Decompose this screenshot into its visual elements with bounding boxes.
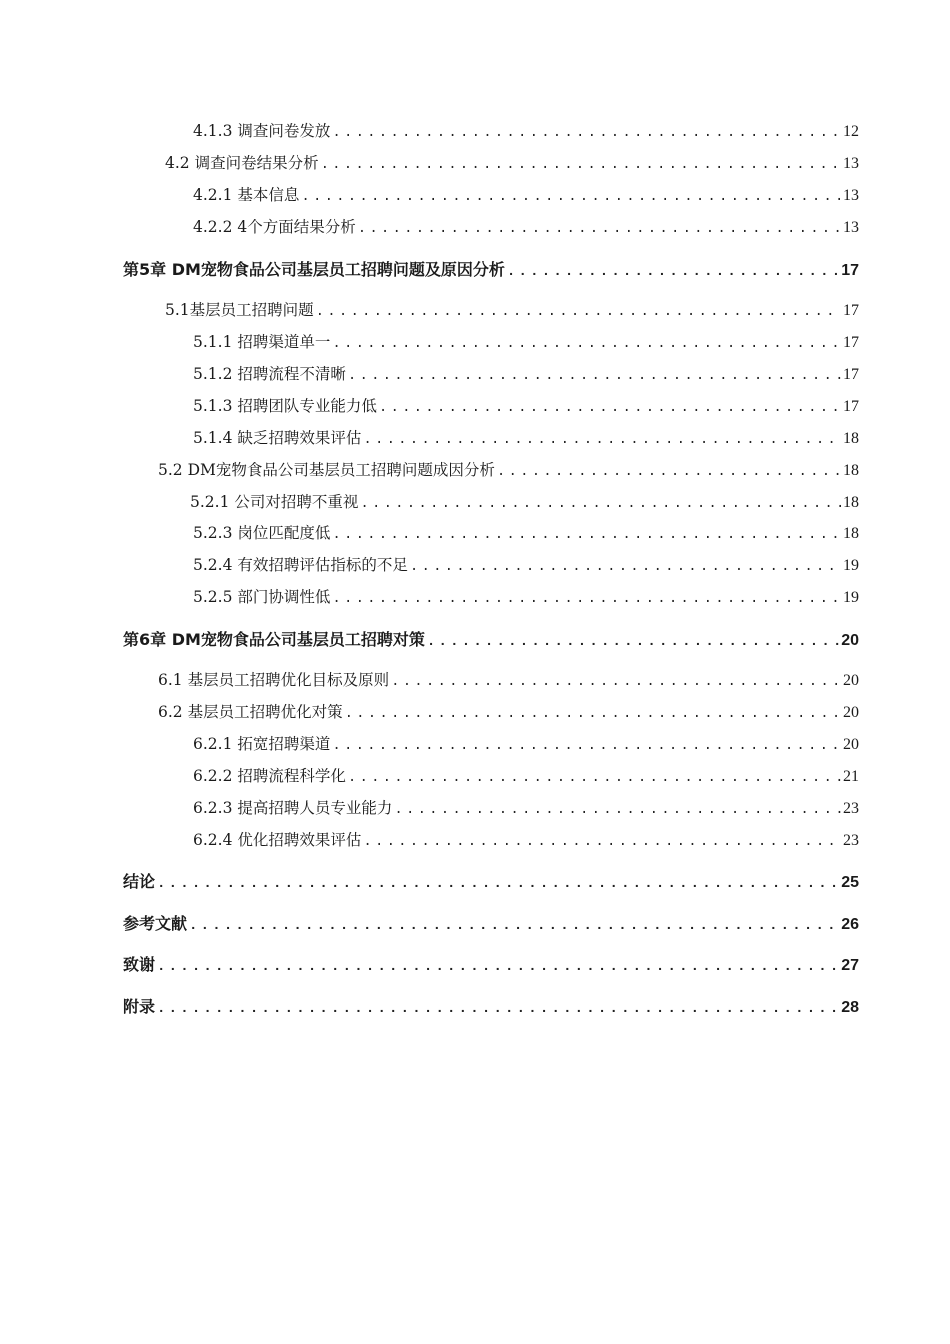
toc-entry-chapter[interactable] xyxy=(123,952,859,974)
toc-entry-label: 5.1.1 招聘渠道单一 xyxy=(193,333,331,351)
toc-entry-chapter[interactable] xyxy=(123,257,859,279)
dot-leader xyxy=(394,802,841,818)
dot-leader xyxy=(316,304,841,320)
toc-page-number: 18 xyxy=(843,430,859,447)
toc-entry-label: 6.2.2 招聘流程科学化 xyxy=(193,767,346,785)
toc-entry-label: 5.1.4 缺乏招聘效果评估 xyxy=(193,429,362,447)
toc-entry[interactable] xyxy=(193,553,859,575)
toc-entry-label: 4.2 调查问卷结果分析 xyxy=(165,154,319,172)
toc-page-number: 17 xyxy=(843,302,859,319)
dot-leader xyxy=(332,738,841,754)
dot-leader xyxy=(391,674,841,690)
toc-entry[interactable] xyxy=(193,215,859,237)
toc-entry[interactable] xyxy=(193,521,859,543)
dot-leader xyxy=(301,189,841,205)
toc-entry-label: 5.2.4 有效招聘评估指标的不足 xyxy=(193,556,408,574)
dot-leader xyxy=(321,157,841,173)
toc-entry[interactable] xyxy=(193,362,859,384)
toc-entry[interactable] xyxy=(193,585,859,607)
toc-page-number: 23 xyxy=(843,832,859,849)
toc-page-number: 13 xyxy=(843,187,859,204)
dot-leader xyxy=(410,559,841,575)
dot-leader xyxy=(332,125,841,141)
toc-entry-label: 6.1 基层员工招聘优化目标及原则 xyxy=(158,671,390,689)
dot-leader xyxy=(427,634,839,650)
toc-entry-chapter[interactable] xyxy=(123,627,859,649)
toc-page-number: 23 xyxy=(843,800,859,817)
toc-entry[interactable] xyxy=(158,668,859,690)
toc-entry[interactable] xyxy=(193,426,859,448)
dot-leader xyxy=(360,496,841,512)
toc-entry-label: 第6章 DM宠物食品公司基层员工招聘对策 xyxy=(123,630,425,649)
toc-entry[interactable] xyxy=(193,394,859,416)
dot-leader xyxy=(332,336,841,352)
toc-page-number: 17 xyxy=(843,334,859,351)
toc-entry-label: 4.1.3 调查问卷发放 xyxy=(193,122,331,140)
toc-entry[interactable] xyxy=(158,700,859,722)
dot-leader xyxy=(157,876,839,892)
toc-page-number: 13 xyxy=(843,155,859,172)
toc-entry[interactable] xyxy=(193,732,859,754)
toc-page-number: 19 xyxy=(843,557,859,574)
toc-entry-label: 4.2.1 基本信息 xyxy=(193,186,300,204)
toc-entry-chapter[interactable] xyxy=(123,869,859,891)
dot-leader xyxy=(379,400,841,416)
toc-page-number: 25 xyxy=(841,874,859,891)
dot-leader xyxy=(157,1001,839,1017)
toc-entry[interactable] xyxy=(165,151,859,173)
toc-entry-label: 6.2.3 提高招聘人员专业能力 xyxy=(193,799,393,817)
toc-page-number: 20 xyxy=(843,704,859,721)
toc-page-number: 18 xyxy=(843,462,859,479)
toc-entry-label: 5.1.2 招聘流程不清晰 xyxy=(193,365,346,383)
toc-page-number: 17 xyxy=(841,262,859,279)
toc-entry-label: 5.2.1 公司对招聘不重视 xyxy=(190,493,359,511)
toc-page-number: 28 xyxy=(841,999,859,1016)
dot-leader xyxy=(507,264,839,280)
toc-entry[interactable] xyxy=(193,183,859,205)
toc-page-number: 13 xyxy=(843,219,859,236)
toc-page-number: 12 xyxy=(843,123,859,140)
dot-leader xyxy=(332,591,841,607)
toc-entry[interactable] xyxy=(193,828,859,850)
toc-entry-label: 5.2 DM宠物食品公司基层员工招聘问题成因分析 xyxy=(158,461,495,479)
toc-entry-label: 结论 xyxy=(123,872,156,891)
toc-entry-chapter[interactable] xyxy=(123,911,859,933)
toc-page-number: 19 xyxy=(843,589,859,606)
toc-entry[interactable] xyxy=(158,458,859,480)
dot-leader xyxy=(363,432,841,448)
toc-entry-label: 参考文献 xyxy=(123,914,188,933)
toc-page-number: 18 xyxy=(843,525,859,542)
toc-page-number: 26 xyxy=(841,916,859,933)
toc-entry-label: 5.2.5 部门协调性低 xyxy=(193,588,331,606)
toc-page-number: 18 xyxy=(843,494,859,511)
dot-leader xyxy=(189,918,839,934)
dot-leader xyxy=(358,221,841,237)
toc-entry-chapter[interactable] xyxy=(123,994,859,1016)
dot-leader xyxy=(345,706,841,722)
toc-entry-label: 5.2.3 岗位匹配度低 xyxy=(193,524,331,542)
toc-page-number: 20 xyxy=(841,632,859,649)
toc-page-number: 17 xyxy=(843,366,859,383)
dot-leader xyxy=(348,770,841,786)
dot-leader xyxy=(157,959,839,975)
toc-page-number: 27 xyxy=(841,957,859,974)
dot-leader xyxy=(332,527,841,543)
toc-entry[interactable] xyxy=(190,490,859,512)
toc-entry[interactable] xyxy=(165,298,859,320)
toc-entry-label: 致谢 xyxy=(123,955,156,974)
toc-page-number: 17 xyxy=(843,398,859,415)
dot-leader xyxy=(348,368,841,384)
toc-entry-label: 4.2.2 4个方面结果分析 xyxy=(193,218,356,236)
toc-page-number: 20 xyxy=(843,672,859,689)
toc-entry-label: 6.2.4 优化招聘效果评估 xyxy=(193,831,362,849)
toc-entry-label: 5.1基层员工招聘问题 xyxy=(165,301,314,319)
toc-entry[interactable] xyxy=(193,796,859,818)
toc-entry-label: 第5章 DM宠物食品公司基层员工招聘问题及原因分析 xyxy=(123,260,505,279)
toc-entry-label: 5.1.3 招聘团队专业能力低 xyxy=(193,397,377,415)
toc-entry[interactable] xyxy=(193,764,859,786)
toc-entry[interactable] xyxy=(193,330,859,352)
toc-page-number: 20 xyxy=(843,736,859,753)
toc-entry-label: 6.2 基层员工招聘优化对策 xyxy=(158,703,343,721)
toc-entry[interactable] xyxy=(193,119,859,141)
toc-entry-label: 6.2.1 拓宽招聘渠道 xyxy=(193,735,331,753)
dot-leader xyxy=(497,464,841,480)
dot-leader xyxy=(363,834,841,850)
toc-page-number: 21 xyxy=(843,768,859,785)
toc-entry-label: 附录 xyxy=(123,997,156,1016)
